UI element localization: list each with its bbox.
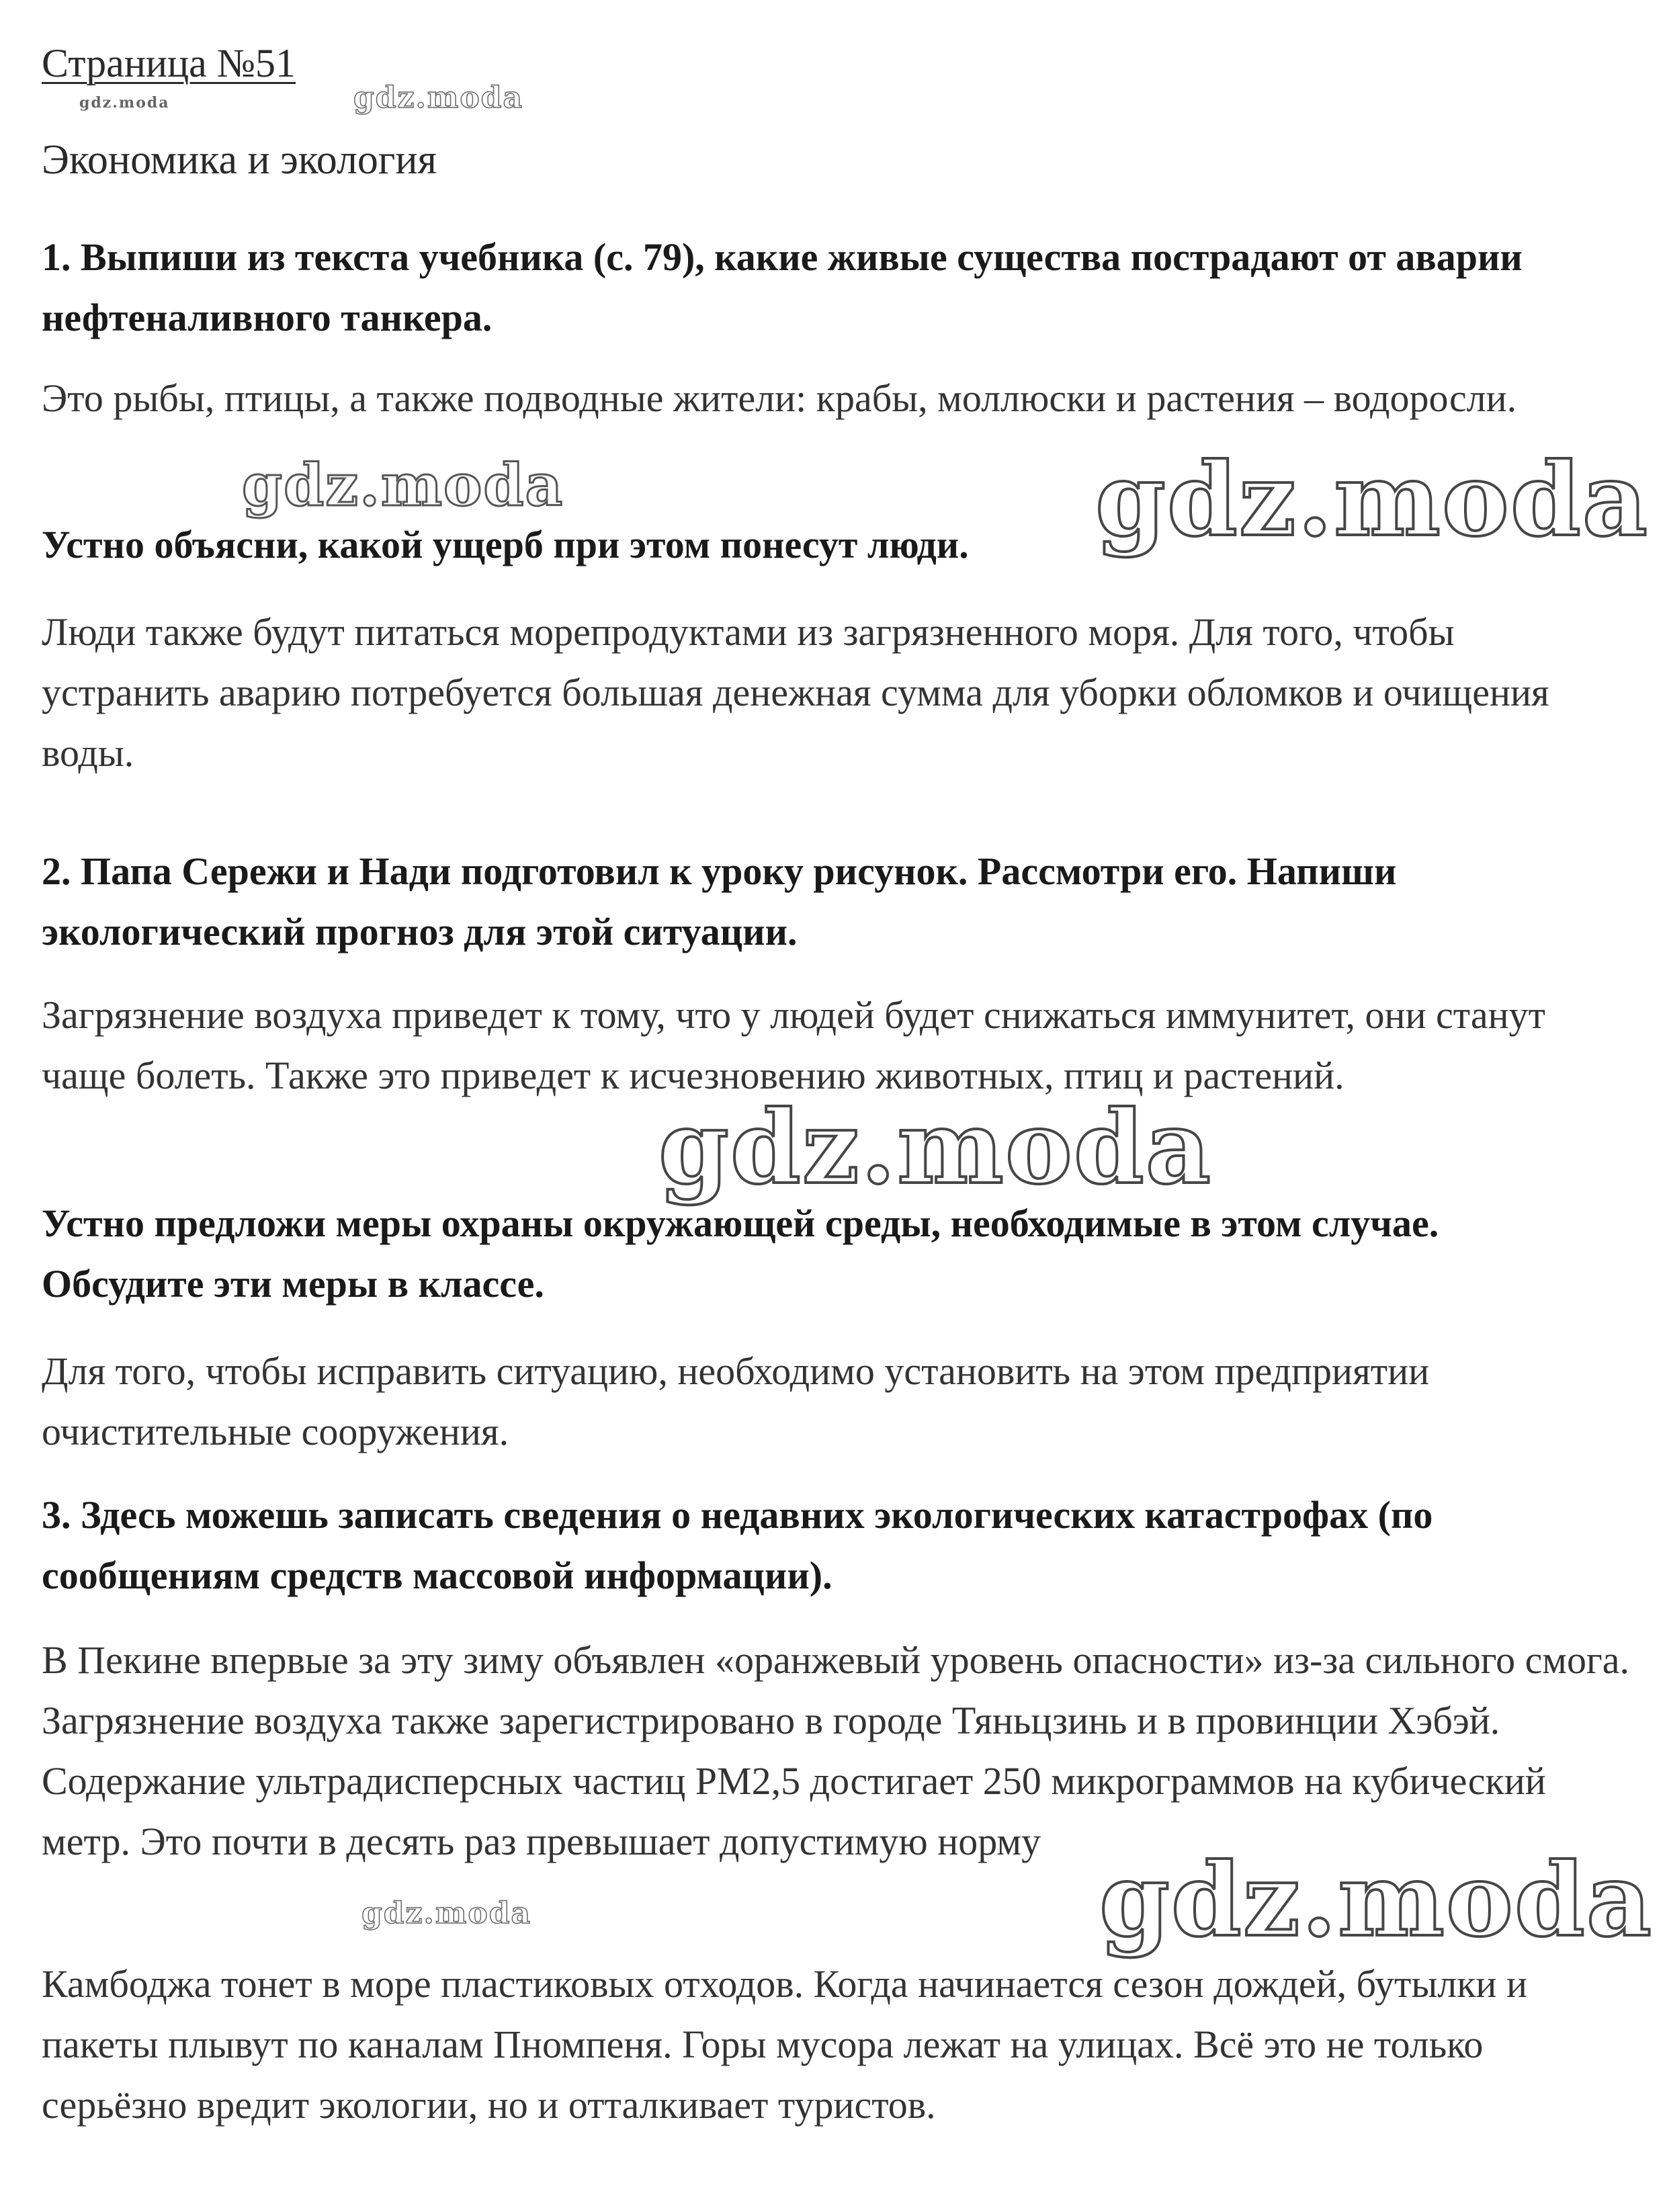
watermark-big-3: gdz.moda	[1099, 1841, 1654, 1959]
task-2-oral-answer: Для того, чтобы исправить ситуацию, необходимо установить на этом предприятии очистительные сооружения.	[42, 1349, 1430, 1453]
task-1-question: 1. Выпиши из текста учебника (с. 79), какие живые существа пострадают от аварии нефтеналивного танкера.	[42, 235, 1523, 339]
task-2-oral-question: Устно предложи меры охраны окружающей среды, необходимые в этом случае. Обсудите эти меры в классе.	[42, 1201, 1439, 1306]
page-subtitle: Экономика и экология	[42, 137, 437, 183]
task-2-question: 2. Папа Сережи и Нади подготовил к уроку рисунок. Рассмотри его. Напиши экологический прогноз для этой ситуации.	[42, 849, 1397, 953]
task-1-answer: Это рыбы, птицы, а также подводные жители: крабы, моллюски и растения – водоросли.	[42, 376, 1517, 420]
watermark-small-2: gdz.moda	[361, 1896, 532, 1930]
task-1-oral-answer: Люди также будут питаться морепродуктами из загрязненного моря. Для того, чтобы устранить аварию потребуется большая денежная сумма для уборки обломков и очищения воды.	[42, 610, 1549, 775]
watermark-tiny: gdz.moda	[79, 94, 170, 112]
task-3-question: 3. Здесь можешь записать сведения о недавних экологических катастрофах (по сообщениям средств массовой информации).	[42, 1493, 1433, 1597]
watermark-big-1: gdz.moda	[1095, 441, 1650, 559]
watermark-mid-1: gdz.moda	[242, 452, 564, 519]
page-header-title: Страница №51	[42, 41, 296, 85]
watermark-big-2: gdz.moda	[658, 1089, 1213, 1207]
watermark-small: gdz.moda	[353, 81, 524, 115]
task-1-oral-question: Устно объясни, какой ущерб при этом понесут люди.	[42, 523, 969, 566]
task-3-answer: В Пекине впервые за эту зиму объявлен «оранжевый уровень опасности» из-за сильного смога. Загрязнение воздуха также зарегистрировано в городе Тяньцзинь и в провинции Хэбэй. Содержание ультрадисперсных частиц PM2,5 достигает 250 микрограммов на кубический метр. Это почти в десять раз превышает допустимую норму	[42, 1638, 1630, 1863]
task-3-answer-2: Камбоджа тонет в море пластиковых отходов. Когда начинается сезон дождей, бутылки и пакеты плывут по каналам Пномпеня. Горы мусора лежат на улицах. Всё это не только серьёзно вредит экологии, но и отталкивает туристов.	[42, 1962, 1527, 2127]
task-2-answer: Загрязнение воздуха приведет к тому, что у людей будет снижаться иммунитет, они станут чаще болеть. Также это приведет к исчезновению животных, птиц и растений.	[42, 993, 1545, 1097]
